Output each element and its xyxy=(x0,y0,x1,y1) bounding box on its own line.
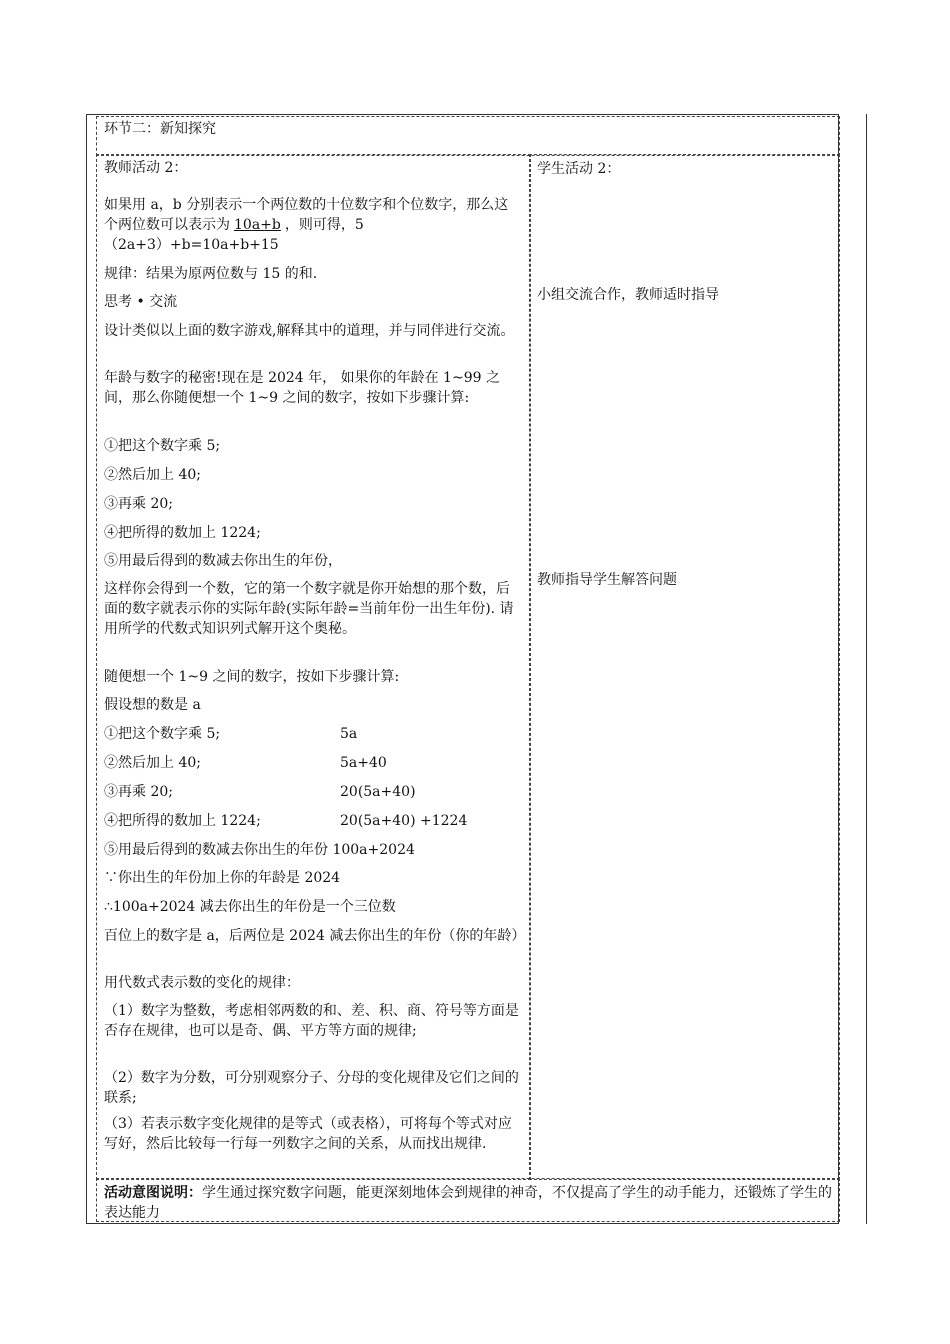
teacher-paragraph-1 xyxy=(104,195,522,255)
step-5: ⑤用最后得到的数减去你出生的年份， xyxy=(104,553,342,569)
student-note-2: 教师指导学生解答问题 xyxy=(537,572,677,588)
intent-text xyxy=(104,1183,834,1223)
table-outer-right-border xyxy=(866,114,867,1224)
rule-3: （3）若表示数字变化规律的是等式（或表格），可将每个等式对应写好，然后比较每一行每一列数字之间的关系，从而找出规律. xyxy=(104,1116,512,1152)
calc-step: ①把这个数字乘 5; xyxy=(104,726,221,742)
random-text: 随便想一个 1~9 之间的数字，按如下步骤计算: xyxy=(104,669,400,685)
therefore-text: ∴100a+2024 减去你出生的年份是一个三位数 xyxy=(104,899,396,915)
secret-text: 年龄与数字的秘密!现在是 2024 年， 如果你的年龄在 1~99 之间，那么你随便想一个 1~9 之间的数字，按如下步骤计算: xyxy=(104,370,500,406)
calc-row xyxy=(104,753,522,773)
section-title: 环节二：新知探究 xyxy=(104,121,216,137)
calc-step: ③再乘 20; xyxy=(104,784,173,800)
teacher-header: 教师活动 2： xyxy=(104,160,188,176)
because-text: ∵你出生的年份加上你的年龄是 2024 xyxy=(104,870,341,886)
result-text: 这样你会得到一个数，它的第一个数字就是你开始想的那个数，后面的数字就表示你的实际年龄(实际年龄=当前年份一出生年份). 请用所学的代数式知识列式解开这个奥秘。 xyxy=(104,581,514,637)
student-note-1: 小组交流合作，教师适时指导 xyxy=(537,287,719,303)
step-2: ②然后加上 40; xyxy=(104,467,201,483)
calc-step: ②然后加上 40; xyxy=(104,755,201,771)
student-header: 学生活动 2： xyxy=(537,161,621,177)
rule-1: （1）数字为整数，考虑相邻两数的和、差、积、商、符号等方面是否存在规律，也可以是奇、偶、平方等方面的规律; xyxy=(104,1003,519,1039)
calc-row xyxy=(104,724,522,744)
calc-expr: 5a xyxy=(340,726,358,742)
rule-title: 用代数式表示数的变化的规律： xyxy=(104,975,300,991)
calc-row xyxy=(104,782,522,802)
step-1: ①把这个数字乘 5; xyxy=(104,438,221,454)
step-4: ④把所得的数加上 1224; xyxy=(104,525,261,541)
hundreds-text: 百位上的数字是 a，后两位是 2024 减去你出生的年份（你的年龄） xyxy=(104,928,526,944)
step-3: ③再乘 20; xyxy=(104,496,173,512)
design-text: 设计类似以上面的数字游戏,解释其中的道理，并与同伴进行交流。 xyxy=(104,323,515,339)
step-5-calc: ⑤用最后得到的数减去你出生的年份 100a+2024 xyxy=(104,842,415,858)
intent-label: 活动意图说明： xyxy=(104,1185,202,1201)
rule-2: （2）数字为分数，可分别观察分子、分母的变化规律及它们之间的联系; xyxy=(104,1070,519,1106)
calc-expr: 20(5a+40) xyxy=(340,784,416,800)
rule-text: 规律：结果为原两位数与 15 的和. xyxy=(104,266,318,282)
think-heading: 思考 • 交流 xyxy=(104,294,178,310)
p1-post: ，则可得，5（2a+3）+b=10a+b+15 xyxy=(104,217,364,253)
p1-blank: 10a+b xyxy=(234,217,281,233)
intent-body: 学生通过探究数字问题，能更深刻地体会到规律的神奇，不仅提高了学生的动手能力，还锻炼了学生的表达能力 xyxy=(104,1185,832,1221)
calc-step: ④把所得的数加上 1224; xyxy=(104,813,261,829)
calc-row xyxy=(104,811,522,831)
p1-pre: 如果用 a，b 分别表示一个两位数的十位数字和个位数字，那么这个两位数可以表示为 xyxy=(104,197,509,233)
assume-text: 假设想的数是 a xyxy=(104,697,201,713)
calc-expr: 5a+40 xyxy=(340,755,387,771)
calc-expr: 20(5a+40) +1224 xyxy=(340,813,468,829)
student-cell xyxy=(529,154,840,1180)
